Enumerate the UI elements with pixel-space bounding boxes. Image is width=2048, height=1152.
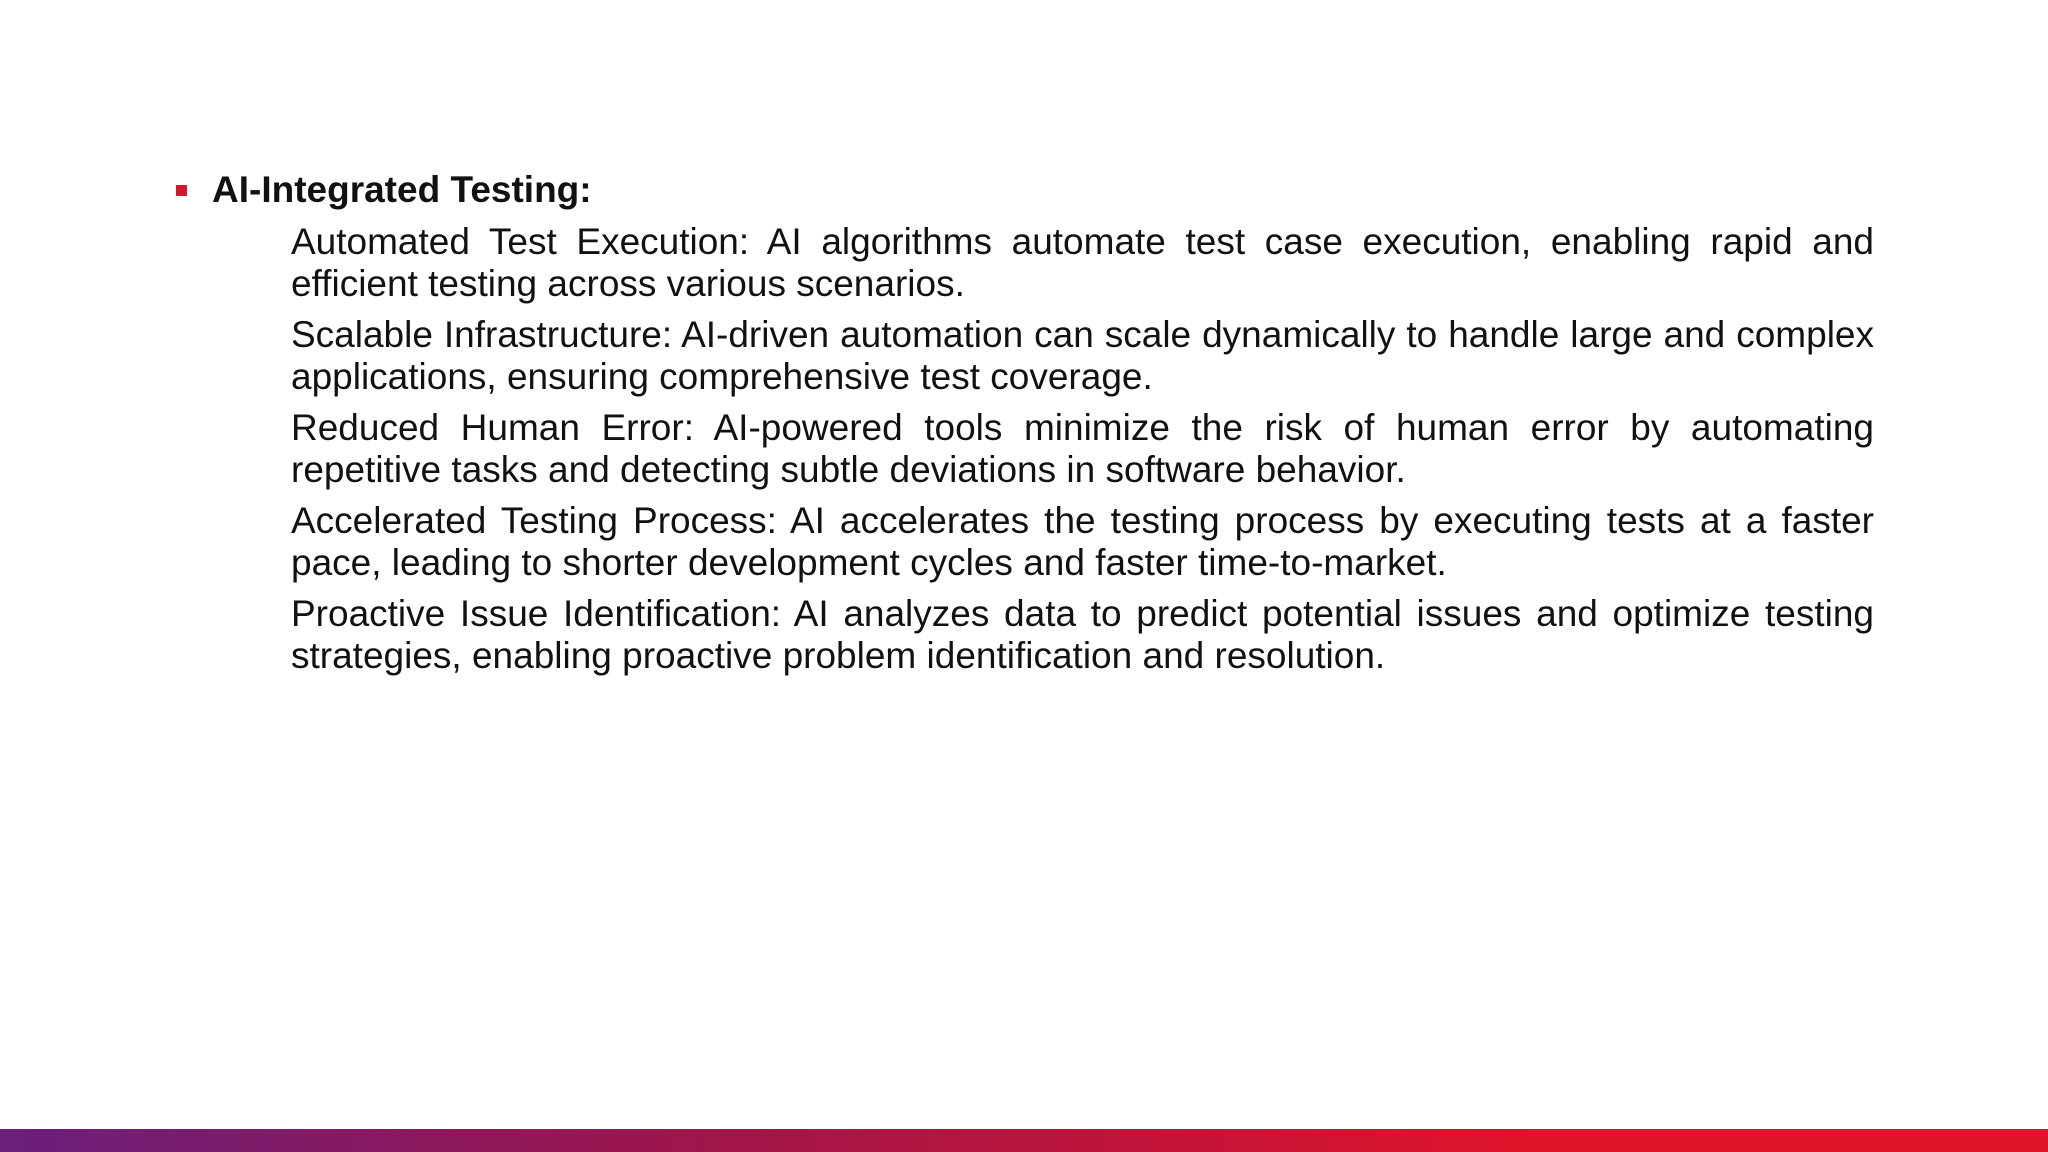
bullet-square-icon [176, 185, 187, 196]
list-item: Accelerated Testing Process: AI accelerates the testing process by executing tests at a faster pace, leading to shorter development cycles and faster time-to-market. [291, 500, 1874, 583]
list-item: Automated Test Execution: AI algorithms automate test case execution, enabling rapid and efficient testing across various scenarios. [291, 221, 1874, 304]
footer-gradient-bar [0, 1129, 2048, 1152]
list-item: Reduced Human Error: AI-powered tools minimize the risk of human error by automating repetitive tasks and detecting subtle deviations in software behavior. [291, 407, 1874, 490]
list-item: Scalable Infrastructure: AI-driven automation can scale dynamically to handle large and complex applications, ensuring comprehensive test coverage. [291, 314, 1874, 397]
section-heading: AI-Integrated Testing: [212, 169, 592, 210]
heading-row [176, 166, 592, 214]
bullet-list [291, 221, 1874, 686]
list-item: Proactive Issue Identification: AI analyzes data to predict potential issues and optimize testing strategies, enabling proactive problem identification and resolution. [291, 593, 1874, 676]
